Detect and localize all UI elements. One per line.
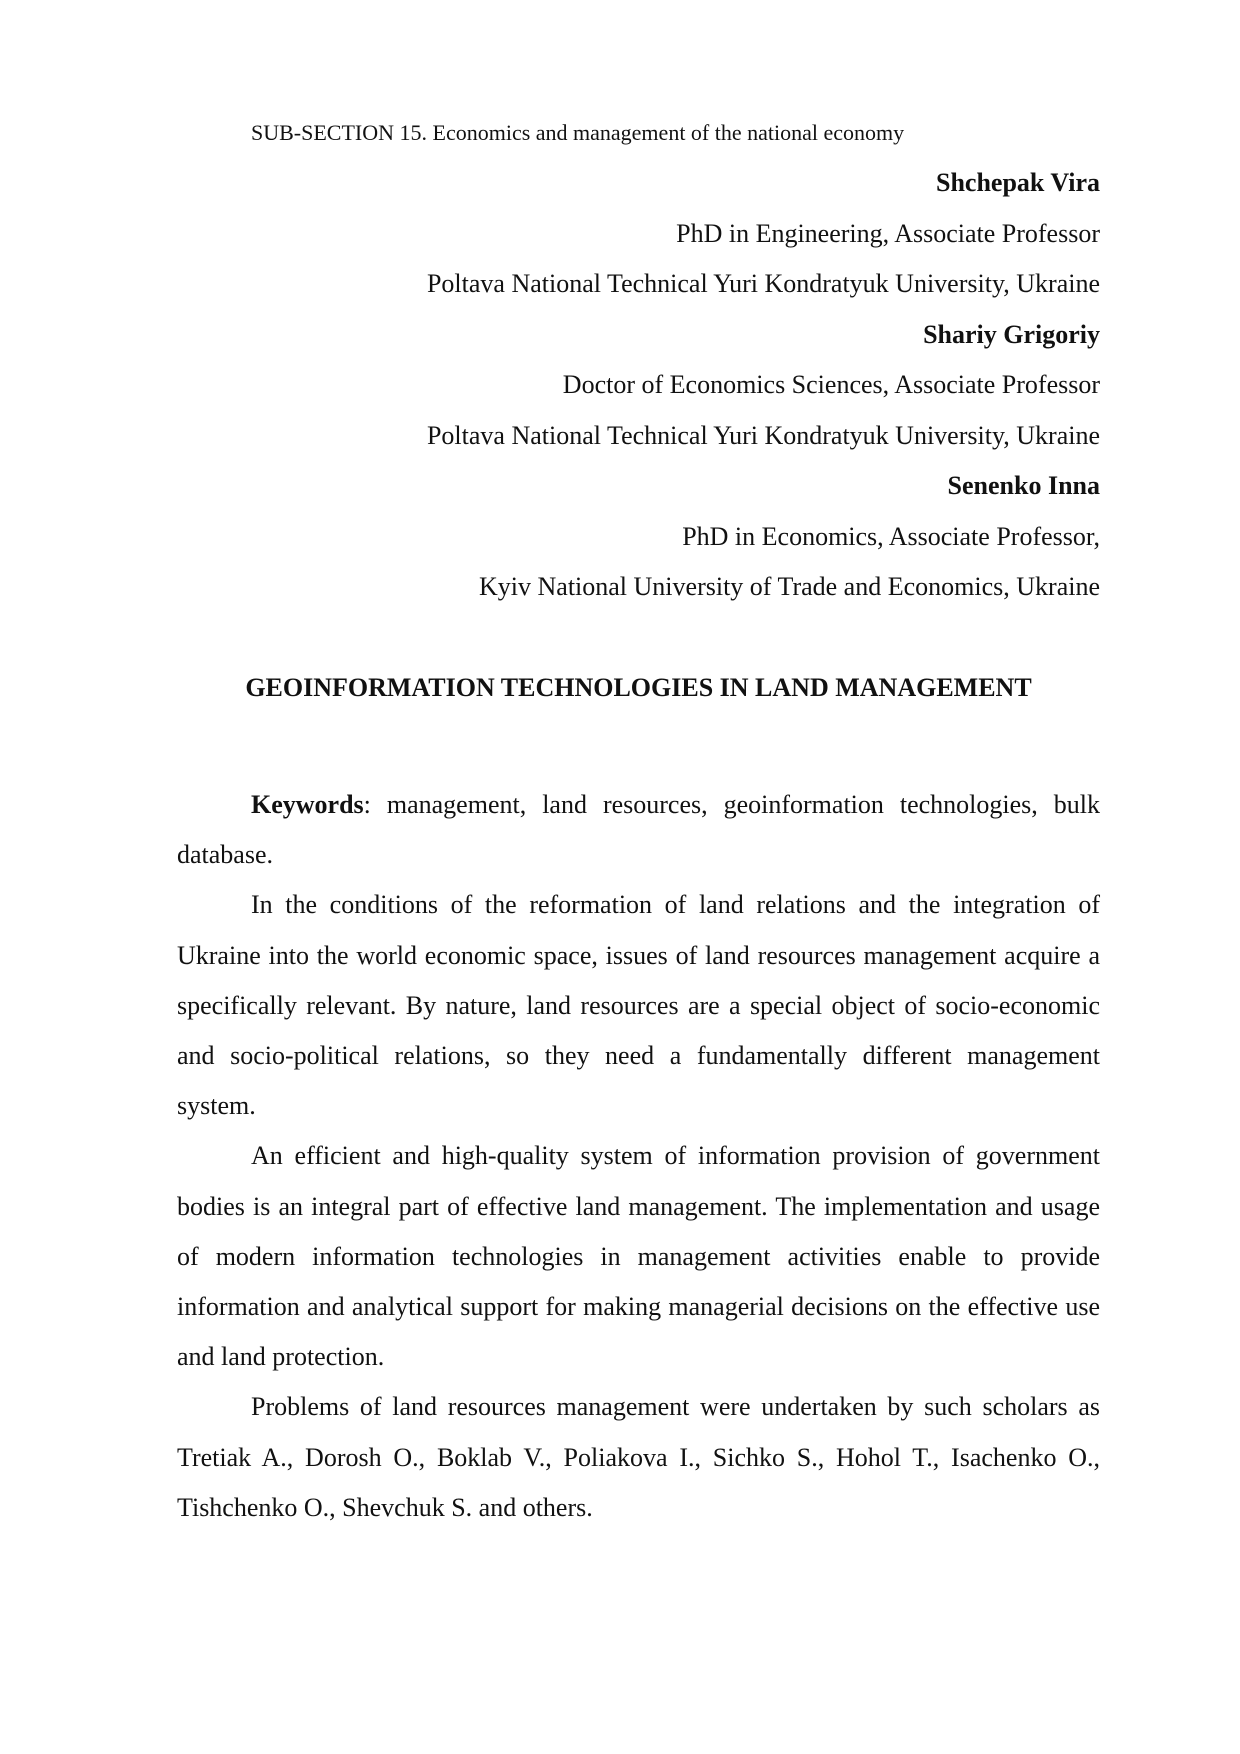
body-paragraph: Problems of land resources management were undertaken by such scholars as Tretiak A., Dorosh O., Boklab V., Poliakova I., Sichko S., Hohol T., Isachenko O., Tishchenko O., Shevchuk S. and others.	[177, 1392, 1100, 1522]
body-paragraph: An efficient and high-quality system of information provision of government bodies is an integral part of effective land management. The implementation and usage of modern information technologies in management activities enable to provide information and analytical support for making managerial decisions on the effective use and land protection.	[177, 1141, 1100, 1372]
author-degree: Doctor of Economics Sciences, Associate Professor	[562, 370, 1100, 399]
keywords-paragraph	[177, 780, 1100, 880]
article-title: GEOINFORMATION TECHNOLOGIES IN LAND MANAGEMENT	[245, 673, 1032, 702]
article-body	[177, 780, 1100, 1533]
author-degree: PhD in Engineering, Associate Professor	[676, 218, 1100, 248]
author-degree: PhD in Economics, Associate Professor,	[682, 521, 1100, 551]
author-name: Shariy Grigoriy	[923, 319, 1100, 349]
author-affiliation: Poltava National Technical Yuri Kondratyuk University, Ukraine	[426, 269, 1100, 298]
authors-block	[177, 158, 1100, 613]
author-affiliation: Kyiv National University of Trade and Economics, Ukraine	[479, 572, 1100, 601]
author-name: Senenko Inna	[947, 471, 1100, 500]
body-paragraph: In the conditions of the reformation of land relations and the integration of Ukraine into the world economic space, issues of land resources management acquire a specifically relevant. By nature, land resources are a special object of socio-economic and socio-political relations, so they need a fundamentally different management system.	[177, 890, 1100, 1121]
subsection-header: SUB-SECTION 15. Economics and management of the national economy	[251, 120, 905, 145]
keywords-label: Keywords	[251, 790, 364, 819]
keywords-text: : management, land resources, geoinformation technologies, bulk database.	[177, 790, 1100, 870]
author-affiliation: Poltava National Technical Yuri Kondratyuk University, Ukraine	[426, 420, 1100, 450]
author-name: Shchepak Vira	[936, 168, 1100, 197]
